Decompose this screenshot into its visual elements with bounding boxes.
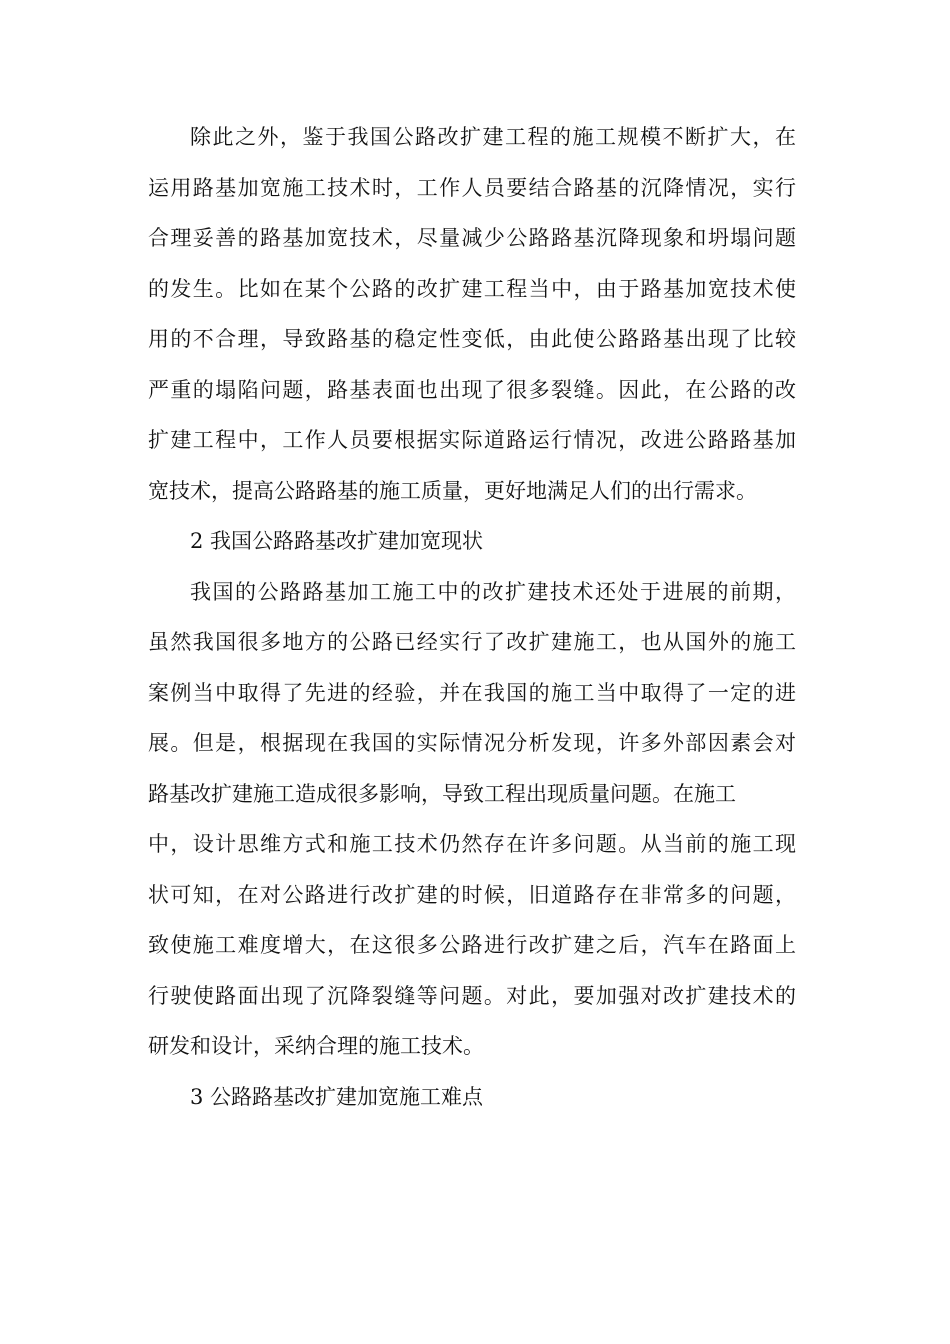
paragraph-line: 研发和设计，采纳合理的施工技术。 bbox=[148, 1034, 484, 1058]
paragraph-line: 路基改扩建施工造成很多影响，导致工程出现质量问题。在施工 bbox=[148, 781, 736, 806]
paragraph-line: 虽然我国很多地方的公路已经实行了改扩建施工，也从国外的施工 bbox=[148, 630, 796, 654]
paragraph-line: 案例当中取得了先进的经验，并在我国的施工当中取得了一定的进 bbox=[148, 680, 796, 705]
paragraph-line: 状可知，在对公路进行改扩建的时候，旧道路存在非常多的问题， bbox=[148, 882, 796, 907]
paragraph-2 bbox=[148, 567, 796, 1072]
paragraph-line: 严重的塌陷问题，路基表面也出现了很多裂缝。因此，在公路的改 bbox=[148, 377, 796, 402]
section-heading-2: 2 我国公路路基改扩建加宽现状 bbox=[190, 529, 484, 553]
paragraph-line: 行驶使路面出现了沉降裂缝等问题。对此，要加强对改扩建技术的 bbox=[148, 983, 796, 1008]
paragraph-line: 用的不合理，导致路基的稳定性变低，由此使公路路基出现了比较 bbox=[148, 327, 796, 351]
paragraph-1 bbox=[148, 112, 796, 516]
paragraph-line: 展。但是，根据现在我国的实际情况分析发现，许多外部因素会对 bbox=[148, 731, 796, 755]
paragraph-line: 运用路基加宽施工技术时，工作人员要结合路基的沉降情况，实行 bbox=[148, 175, 796, 200]
paragraph-line: 中，设计思维方式和施工技术仍然存在许多问题。从当前的施工现 bbox=[148, 832, 796, 856]
section-heading-3: 3 公路路基改扩建加宽施工难点 bbox=[190, 1084, 484, 1109]
paragraph-line: 除此之外，鉴于我国公路改扩建工程的施工规模不断扩大，在 bbox=[190, 125, 796, 149]
paragraph-line: 扩建工程中，工作人员要根据实际道路运行情况，改进公路路基加 bbox=[148, 428, 796, 452]
paragraph-line: 致使施工难度增大，在这很多公路进行改扩建之后，汽车在路面上 bbox=[148, 933, 796, 957]
paragraph-line: 合理妥善的路基加宽技术，尽量减少公路路基沉降现象和坍塌问题 bbox=[148, 226, 796, 250]
paragraph-line: 宽技术，提高公路路基的施工质量，更好地满足人们的出行需求。 bbox=[148, 478, 757, 503]
paragraph-line: 的发生。比如在某个公路的改扩建工程当中，由于路基加宽技术使 bbox=[148, 276, 796, 301]
paragraph-line: 我国的公路路基加工施工中的改扩建技术还处于进展的前期， bbox=[190, 579, 796, 604]
body-text bbox=[148, 112, 796, 1122]
